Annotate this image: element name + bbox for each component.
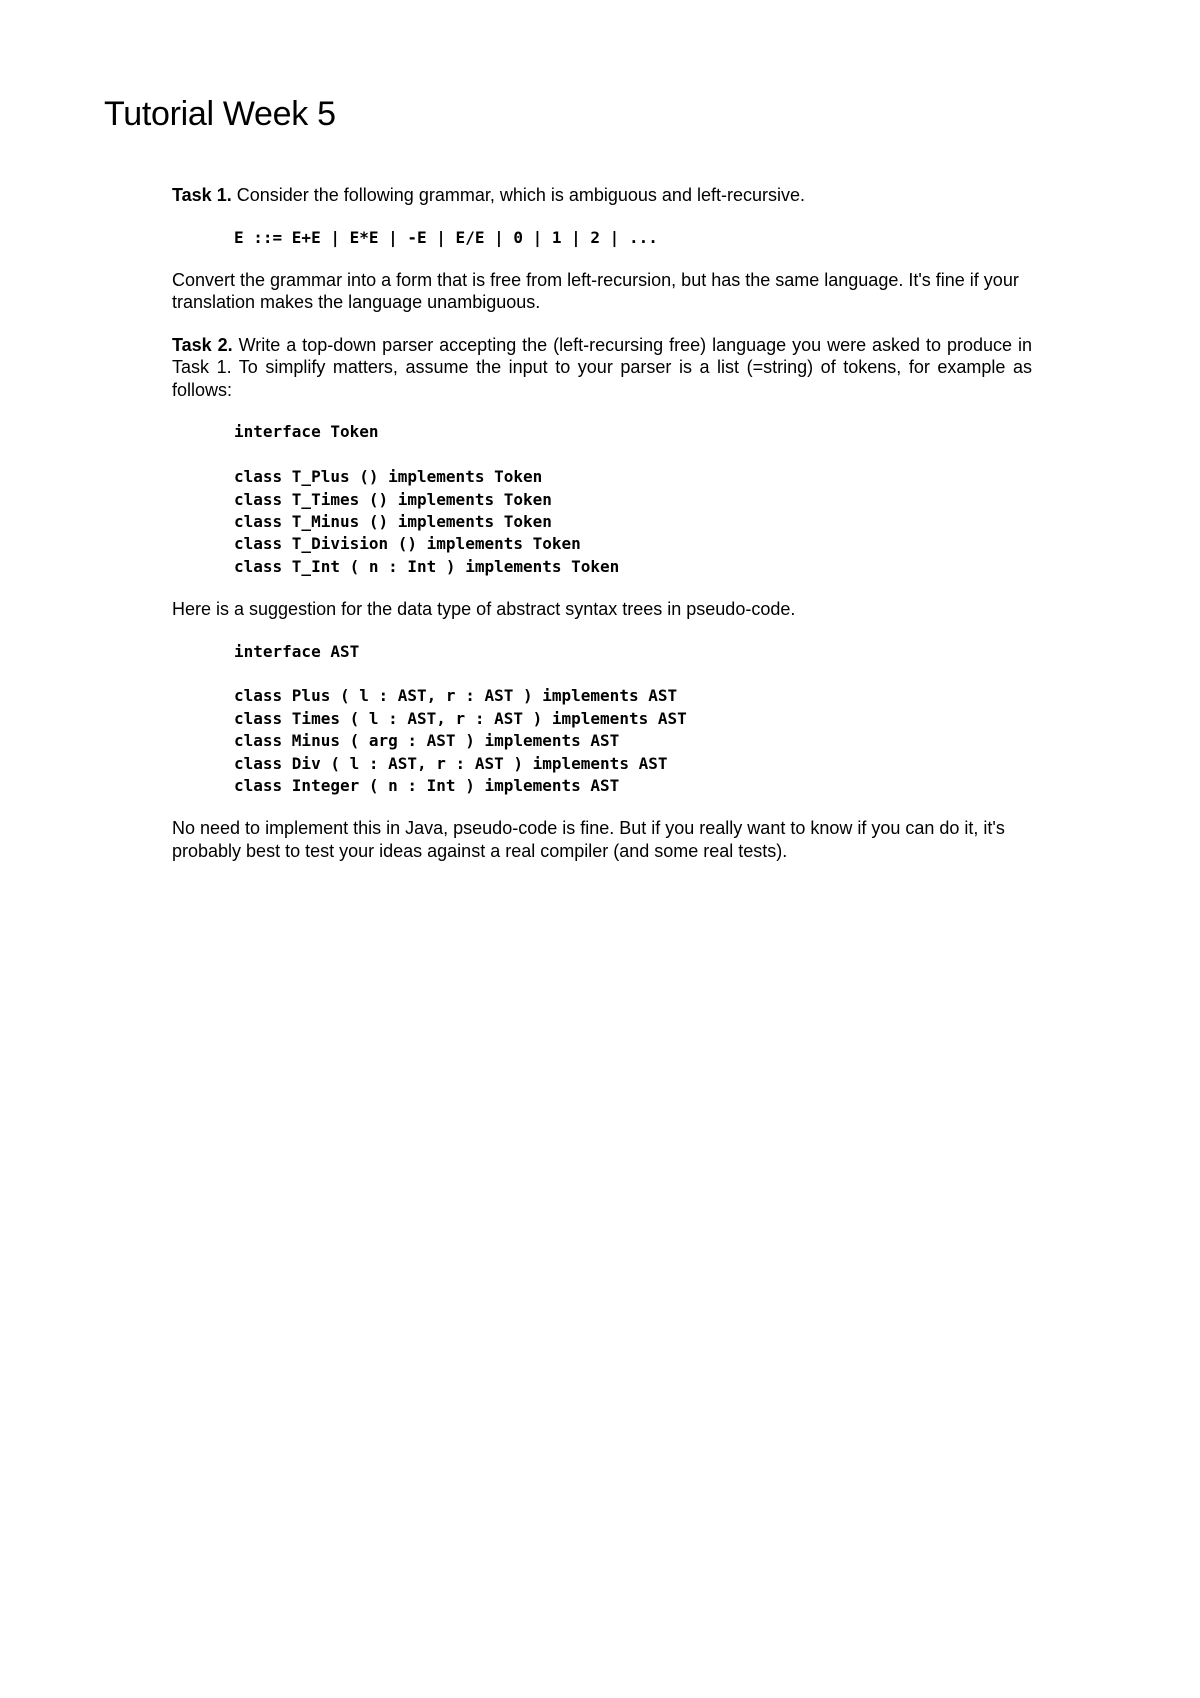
ast-code-block <box>234 641 1032 798</box>
task1-intro-text: Consider the following grammar, which is ambiguous and left-recursive. <box>231 185 805 205</box>
ast-class-line: class Times ( l : AST, r : AST ) implements AST <box>234 708 687 728</box>
token-class-line: class T_Minus () implements Token <box>234 511 552 531</box>
ast-interface-line: interface AST <box>234 641 360 661</box>
token-class-line: class T_Int ( n : Int ) implements Token <box>234 556 620 576</box>
token-code-block <box>234 421 1032 578</box>
page-title: Tutorial Week 5 <box>104 95 336 133</box>
token-class-line: class T_Plus () implements Token <box>234 467 543 487</box>
code-gap <box>234 444 1032 466</box>
token-class-line: class T_Division () implements Token <box>234 534 581 554</box>
grammar-block <box>234 227 1032 249</box>
ast-class-line: class Integer ( n : Int ) implements AST <box>234 775 620 795</box>
token-class-line: class T_Times () implements Token <box>234 489 552 509</box>
task1-label: Task 1. <box>172 185 232 205</box>
task2-intro-text: Write a top-down parser accepting the (left-recursing free) language you were asked to produce in Task 1. To simplify matters, assume the input to your parser is a list (=string) of tokens, for example as follows: <box>172 334 1032 400</box>
code-gap <box>234 663 1032 685</box>
token-interface-line: interface Token <box>234 422 379 442</box>
ast-class-line: class Minus ( arg : AST ) implements AST <box>234 731 620 751</box>
closing-note: No need to implement this in Java, pseudo-code is fine. But if you really want to know if you can do it, it's probably best to test your ideas against a real compiler (and some real tests). <box>172 818 1005 861</box>
task2-intro <box>172 334 1032 402</box>
document-body <box>172 184 1032 882</box>
ast-intro: Here is a suggestion for the data type of abstract syntax trees in pseudo-code. <box>172 599 796 620</box>
ast-class-line: class Div ( l : AST, r : AST ) implements AST <box>234 753 668 773</box>
ast-class-line: class Plus ( l : AST, r : AST ) implements AST <box>234 686 678 706</box>
grammar-line: E ::= E+E | E*E | -E | E/E | 0 | 1 | 2 | ... <box>234 227 658 247</box>
task1-instruction: Convert the grammar into a form that is free from left-recursion, but has the same language. It's fine if your translation makes the language unambiguous. <box>172 269 1019 313</box>
task1-intro <box>172 184 1032 207</box>
task2-label: Task 2. <box>172 334 233 355</box>
